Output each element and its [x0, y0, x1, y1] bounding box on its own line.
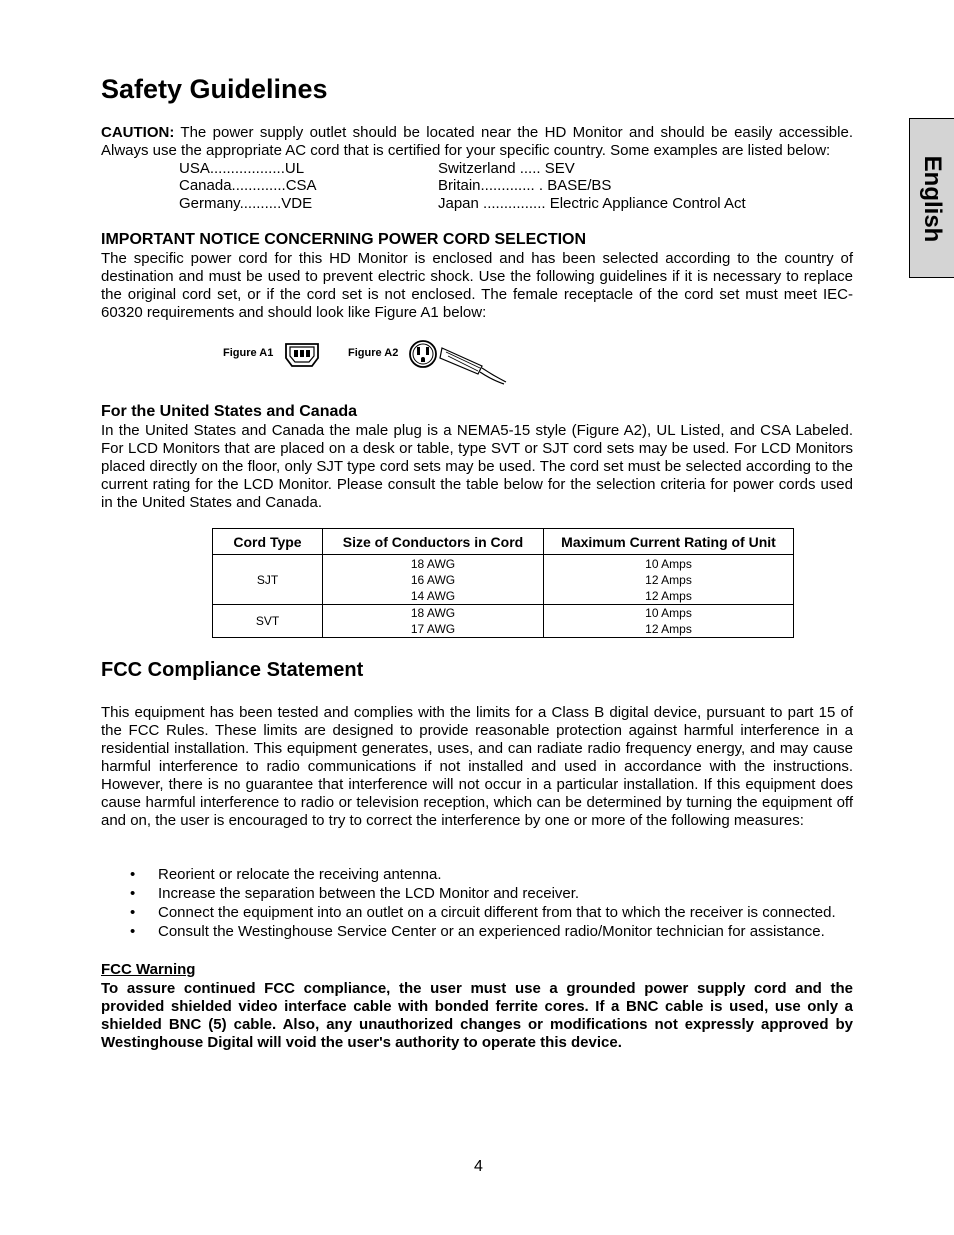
- list-item: • Increase the separation between the LCD Monitor and receiver.: [130, 884, 836, 903]
- caution-paragraph: [101, 124, 853, 160]
- table-header: Cord Type: [213, 529, 323, 555]
- current-rating-cell: [544, 555, 794, 605]
- us-canada-heading: For the United States and Canada: [101, 403, 358, 420]
- cert-left: USA..................UL: [179, 160, 305, 177]
- current-rating: 12 Amps: [645, 622, 692, 636]
- table-header: Size of Conductors in Cord: [323, 529, 544, 555]
- current-rating: 12 Amps: [645, 588, 692, 603]
- conductor-size: 14 AWG: [410, 588, 456, 603]
- conductor-size-cell: [323, 555, 544, 605]
- fcc-heading: FCC Compliance Statement: [101, 659, 364, 681]
- caution-text: The power supply outlet should be located near the HD Monitor and should be easily accessible. Always use the appropriate AC cord that is certified for your specific country. Some examples are listed below:: [101, 124, 853, 159]
- conductor-size: 18 AWG: [410, 556, 456, 571]
- fcc-warning-heading: FCC Warning: [101, 961, 196, 978]
- current-rating: 10 Amps: [645, 556, 692, 571]
- fcc-measures-list: [130, 865, 836, 941]
- current-rating-cell: [544, 605, 794, 638]
- cert-left: Germany..........VDE: [179, 195, 313, 212]
- fcc-paragraph: This equipment has been tested and complies with the limits for a Class B digital device, pursuant to part 15 of the FCC Rules. These limits are designed to provide reasonable protection against harmful interference in a residential installation. This equipment generates, uses, and can radiate radio frequency energy, and may cause harmful interference to radio communications if not installed and used in accordance with the instructions. However, there is no guarantee that interference will not occur in a particular installation. If this equipment does cause harmful interference to radio or television reception, which can be determined by turning the equipment off and on, the user is encouraged to try to correct the interference by one or more of the following measures:: [101, 704, 853, 829]
- table-header: Maximum Current Rating of Unit: [544, 529, 794, 555]
- us-canada-paragraph: In the United States and Canada the male plug is a NEMA5-15 style (Figure A2), UL Listed, and CSA Labeled. For LCD Monitors that are placed on a desk or table, type SVT or SJT cord sets may be used. For LCD Monitors placed directly on the floor, only SJT type cord sets may be used. The cord set must be selected according to the current rating for the LCD Monitor. Please consult the table below for the selection criteria for power cords used in the United States and Canada.: [101, 422, 853, 511]
- figure-a1-label: Figure A1: [223, 347, 274, 359]
- caution-label: CAUTION:: [101, 124, 175, 141]
- list-item: • Reorient or relocate the receiving antenna.: [130, 865, 836, 884]
- current-rating: 12 Amps: [645, 572, 692, 587]
- table-row: [213, 605, 794, 638]
- iec-receptacle-icon: [283, 341, 321, 369]
- cord-selection-table: [212, 528, 794, 638]
- language-tab-label: English: [919, 155, 946, 243]
- cert-right: Britain............. . BASE/BS: [438, 177, 612, 194]
- conductor-size-cell: [323, 605, 544, 638]
- conductor-size: 17 AWG: [410, 622, 456, 636]
- cord-type-cell: SVT: [213, 605, 323, 638]
- notice-paragraph: The specific power cord for this HD Monitor is enclosed and has been selected according to the country of destination and must be used to prevent electric shock. Use the following guidelines if it is necessary to replace the original cord set, or if the cord set is not enclosed. The female receptacle of the cord set must meet IEC-60320 requirements and should look like Figure A1 below:: [101, 250, 853, 321]
- table-row: [213, 555, 794, 605]
- language-tab: [909, 118, 954, 278]
- cord-type-cell: SJT: [213, 555, 323, 605]
- conductor-size: 16 AWG: [410, 572, 456, 587]
- table-header-row: [213, 529, 794, 555]
- notice-heading: IMPORTANT NOTICE CONCERNING POWER CORD SELECTION: [101, 231, 587, 248]
- page-title: Safety Guidelines: [101, 74, 328, 104]
- page-number: 4: [474, 1158, 483, 1175]
- list-item: • Consult the Westinghouse Service Center or an experienced radio/Monitor technician for assistance.: [130, 922, 836, 941]
- fcc-warning-paragraph: To assure continued FCC compliance, the user must use a grounded power supply cord and the provided shielded video interface cable with bonded ferrite cores. If a BNC cable is used, use only a shielded BNC (5) cable. Also, any unauthorized changes or modifications not expressly approved by Westinghouse Digital will void the user's authority to operate this device.: [101, 980, 853, 1051]
- cert-left: Canada.............CSA: [179, 177, 317, 194]
- cert-right: Switzerland ..... SEV: [438, 160, 575, 177]
- cert-right: Japan ............... Electric Appliance Control Act: [438, 195, 746, 212]
- current-rating: 10 Amps: [645, 606, 692, 620]
- figure-a2-label: Figure A2: [348, 347, 399, 359]
- conductor-size: 18 AWG: [410, 606, 456, 620]
- list-item: • Connect the equipment into an outlet on a circuit different from that to which the receiver is connected.: [130, 903, 836, 922]
- nema-plug-icon: [408, 338, 510, 386]
